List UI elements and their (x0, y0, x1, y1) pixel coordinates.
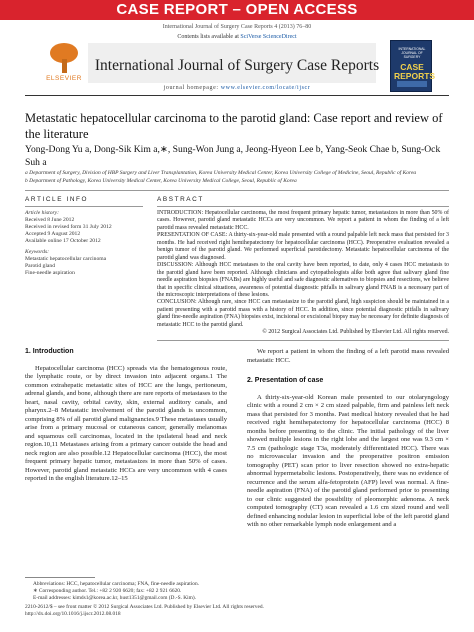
contents-prefix: Contents lists available at (177, 34, 239, 40)
cover-title: CASE REPORTS (394, 62, 436, 81)
journal-homepage (42, 85, 432, 91)
abbreviations-footnote: Abbreviations: HCC, hepatocellular carcinoma; FNA, fine-needle aspiration. (33, 581, 200, 587)
journal-title: International Journal of Surgery Case Reports (94, 57, 380, 74)
abstract-key: PRESENTATION OF CASE: (157, 232, 228, 239)
open-access-banner: CASE REPORT – OPEN ACCESS (0, 0, 474, 20)
affiliations (25, 170, 449, 185)
publisher-name: ELSEVIER (46, 75, 82, 82)
abstract-introduction (157, 210, 449, 232)
keywords-label: Keywords: (25, 249, 50, 255)
abstract-copyright: © 2012 Surgical Associates Ltd. Published by Elsevier Ltd. All rights reserved. (262, 329, 449, 336)
abstract (157, 196, 449, 341)
doi-link[interactable]: http://dx.doi.org/10.1016/j.ijscr.2012.08.018 (25, 610, 121, 617)
cover-text (394, 47, 430, 59)
abstract-text: Although HCC metastases to the oral cavity have been reported, to date, only 4 cases HCC metastasis to the parotid gland have been reported. Although clinicians and cytopathologists alike both agree that salivary gland fine needle aspiration biopsies (FNABs) are highly useful and safe diagnostic alternatives to biopsies and resections, we believe that in specific clinical situations, awareness of potential diagnostic pitfalls in salivary gland FNAB is a necessary part of the microscopic interpretations of these lesions. (157, 262, 449, 298)
body-right-column (247, 348, 449, 532)
publication-info (25, 604, 449, 618)
section-heading-case: 2. Presentation of case (247, 377, 324, 384)
abstract-key: CONCLUSION: (157, 299, 197, 306)
email-footnote[interactable]: E-mail addresses: kimds1@korea.ac.kr, hust1351@gmail.com (D.-S. Kim). (33, 594, 197, 601)
journal-header (42, 34, 436, 92)
keyword: Parotid gland (25, 263, 55, 269)
affiliation-b: b Department of Pathology, Korea University Medical Center, Korea University Medical College, Seoul, Republic of Korea (25, 177, 297, 184)
introduction-paragraph: Hepatocellular carcinoma (HCC) spreads via the hematogenous route, the lymphatic route, or by direct invasion into adjacent organs.1 The common extrahepatic metastatic sites of HCC are the lungs, peritoneum, adrenal glands, and bone, although there are rare reports of metastases to the heart, nasal cavity, orbital cavity, skin, external auditory canals, and pharynx.2–8 Metastatic involvement of the parotid glands is uncommon, comprising 8% of all parotid gland malignancies.9 These metastases usually arise from a primary mucosal or cutaneous cancer, generally melanomas and squamous cell carcinomas, located in the ipsilateral head and neck region.10,11 Metastases arising from a primary cancer outside the head and neck region are also possible.12 Hepatocellular carcinoma (HCC), the most frequent primary hepatic tumor, metastasizes in more than 50% of cases. However, parotid gland metastatic HCCs are very uncommon with 4 cases reported in the english literature.12–15 (25, 364, 227, 482)
abstract-case (157, 232, 449, 262)
article-info-heading: ARTICLE INFO (25, 196, 89, 203)
history-item: Received 8 June 2012 (25, 217, 75, 223)
article-title: Metastatic hepatocellular carcinoma to the parotid gland: Case report and review of the literature (25, 111, 443, 141)
cover-line: SURGERY (403, 55, 421, 60)
history-label: Article history: (25, 210, 60, 216)
abstract-key: DISCUSSION: (157, 262, 194, 269)
abstract-text: Although rare, since HCC can metastasize to the parotid gland, high suspicion should be maintained in a patient presenting with a parotid mass with a history of HCC. In addition, since potential diagnostic pitfalls in salivary gland fine-needle aspiration (FNA) biopsies exist, incisional or excisional biopsy may be necessary for definite diagnosis of metastatic HCC to the parotid gland. (157, 299, 450, 328)
journal-cover (390, 40, 436, 92)
issn-line: 2210-2612/$ – see front matter © 2012 Surgical Associates Ltd. Published by Elsevier Ltd. All rights reserved. (25, 604, 264, 610)
section-rule (25, 190, 449, 191)
sciencedirect-link[interactable]: SciVerse ScienceDirect (240, 34, 297, 40)
abstract-key: INTRODUCTION: (157, 210, 204, 216)
abstract-text: Hepatocellular carcinoma, the most frequent primary hepatic tumor, metastasizes in more than 50% of cases. However, parotid gland metastatic HCCs are very uncommon. We report a patient in whom the finding of a left parotid mass revealed metastatic HCC. (157, 210, 449, 231)
contents-line (42, 34, 432, 40)
cover-band (397, 81, 427, 87)
abstract-discussion (157, 262, 449, 299)
abstract-text: A thirty-six-year-old male presented with a round palpable left neck mass that persisted for 3 months. He had received right hemihepatectomy for hepatocellular carcinoma (HCC). Preoperative evaluation revealed a benign tumor of the parotid gland. We performed superficial parotidectomy. Metastatic hepatocellular carcinoma of the parotid gland was diagnosed. (157, 232, 449, 261)
affiliation-a: a Department of Surgery, Division of HBP Surgery and Liver Transplantation, Korea University Medical Center, Korea University College of Medicine, Seoul, Republic of Korea (25, 170, 417, 176)
keyword: Metastatic hepatocellular carcinoma (25, 256, 107, 262)
cover-line: INTERNATIONAL JOURNAL OF (398, 47, 426, 56)
keyword: Fine-needle aspiration (25, 270, 75, 276)
case-paragraph: A thirty-six-year-old Korean male presented to our otolaryngology clinic with a round 2 cm × 2 cm sized palpable, firm and painless left neck mass that persisted for 3 months. Past medical history revealed that he had received right hemihepatectomy for hepatocellular carcinoma (HCC) 8 months before presenting to the clinic. The initial pathology of the liver showed multiple lesions in the right lobe and the largest one was 9.3 cm × 7.5 cm (pathologic stage T3a, moderately differentiated HCC). There was no microvascular invasion and the preoperative positron emission tomography (PET) scan prior to liver resection showed no extra-hepatic abnormal hypermetabolic lesions. Postoperatively, there was no evidence of recurrence and the serum alfa-fetoprotein (AFP) level was normal. A fine-needle aspiration (FNA) of the parotid gland performed prior to presenting to our clinic suggested the possibility of pleomorphic adenoma. A neck computed tomography (CT) scan revealed a 1.6 cm sized round and well defined enhancing nodular lesion in superficial lobe of the left parotid gland with no other remarkable lymph node enlargement and a (247, 393, 449, 528)
history-item: Received in revised form 31 July 2012 (25, 224, 112, 230)
section-heading-introduction: 1. Introduction (25, 348, 74, 355)
journal-citation: International Journal of Surgery Case Reports 4 (2013) 76–80 (162, 24, 312, 30)
footnotes (25, 577, 227, 601)
corresponding-author-footnote: ∗ Corresponding author. Tel.: +82 2 920 6620; fax: +82 2 921 6620. (33, 587, 182, 594)
history-item: Available online 17 October 2012 (25, 238, 101, 244)
header-rule (25, 95, 449, 96)
report-paragraph: We report a patient in whom the finding of a left parotid mass revealed metastatic HCC. (247, 348, 449, 364)
abstract-heading: ABSTRACT (157, 196, 204, 203)
homepage-link[interactable]: www.elsevier.com/locate/ijscr (220, 85, 311, 91)
author-list: Yong-Dong Yu a, Dong-Sik Kim a,∗, Sung-Won Jung a, Jeong-Hyeon Lee b, Yang-Seok Chae b, Sung-Ock Suh a (25, 144, 441, 168)
body-left-column (25, 348, 227, 486)
history-item: Accepted 9 August 2012 (25, 231, 81, 237)
abstract-conclusion (157, 299, 449, 329)
homepage-prefix: journal homepage: (163, 85, 219, 91)
article-info (25, 196, 143, 277)
